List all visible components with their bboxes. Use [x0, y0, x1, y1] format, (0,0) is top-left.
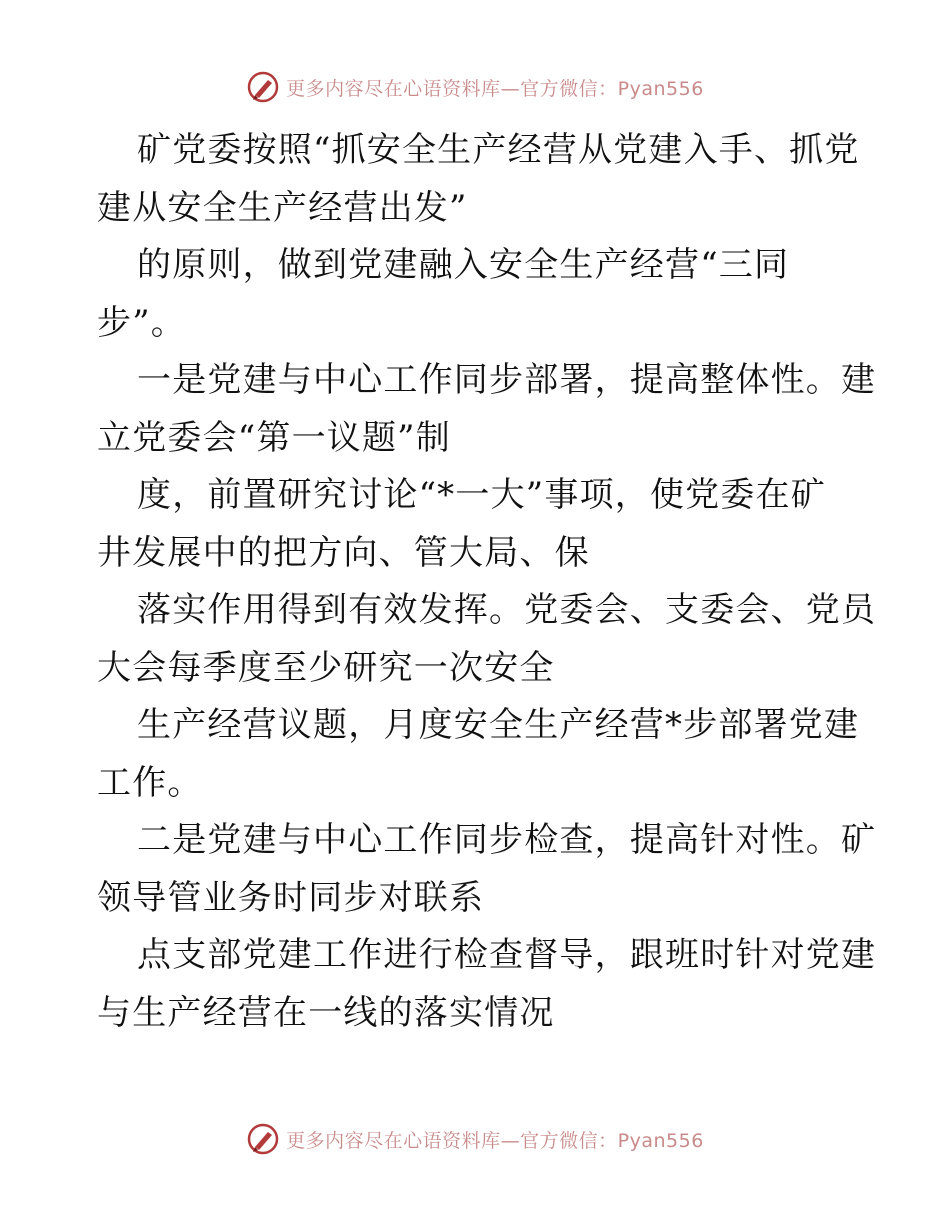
watermark-text: 更多内容尽在心语资料库—官方微信：Pyan556 [286, 1129, 704, 1152]
pen-logo-icon [246, 70, 280, 104]
text-line: 落实作用得到有效发挥。党委会、支委会、党员 [137, 590, 877, 630]
text-line: 矿党委按照“抓安全生产经营从党建入手、抓党 [137, 130, 860, 170]
text-line: 二是党建与中心工作同步检查，提高针对性。矿 [137, 820, 877, 860]
text-line: 生产经营议题，月度安全生产经营*步部署党建 [137, 705, 860, 745]
watermark-text: 更多内容尽在心语资料库—官方微信：Pyan556 [286, 77, 704, 100]
text-line: 与生产经营在一线的落实情况 [97, 992, 555, 1033]
text-line: 井发展中的把方向、管大局、保 [97, 532, 590, 573]
text-line: 工作。 [97, 762, 203, 803]
text-line: 点支部党建工作进行检查督导，跟班时针对党建 [137, 935, 877, 975]
text-line: 度，前置研究讨论“*一大”事项，使党委在矿 [137, 475, 826, 515]
header-watermark [0, 70, 950, 104]
text-line: 大会每季度至少研究一次安全 [97, 647, 555, 688]
pen-logo-icon [246, 1122, 280, 1156]
text-line: 一是党建与中心工作同步部署，提高整体性。建 [137, 360, 877, 400]
text-line: 立党委会“第一议题”制 [97, 417, 451, 458]
text-line: 建从安全生产经营出发” [97, 187, 468, 228]
text-line: 领导管业务时同步对联系 [97, 877, 485, 918]
text-line: 步”。 [97, 302, 186, 343]
document-body [97, 122, 877, 1042]
text-line: 的原则，做到党建融入安全生产经营“三同 [137, 245, 790, 285]
footer-watermark [0, 1122, 950, 1156]
